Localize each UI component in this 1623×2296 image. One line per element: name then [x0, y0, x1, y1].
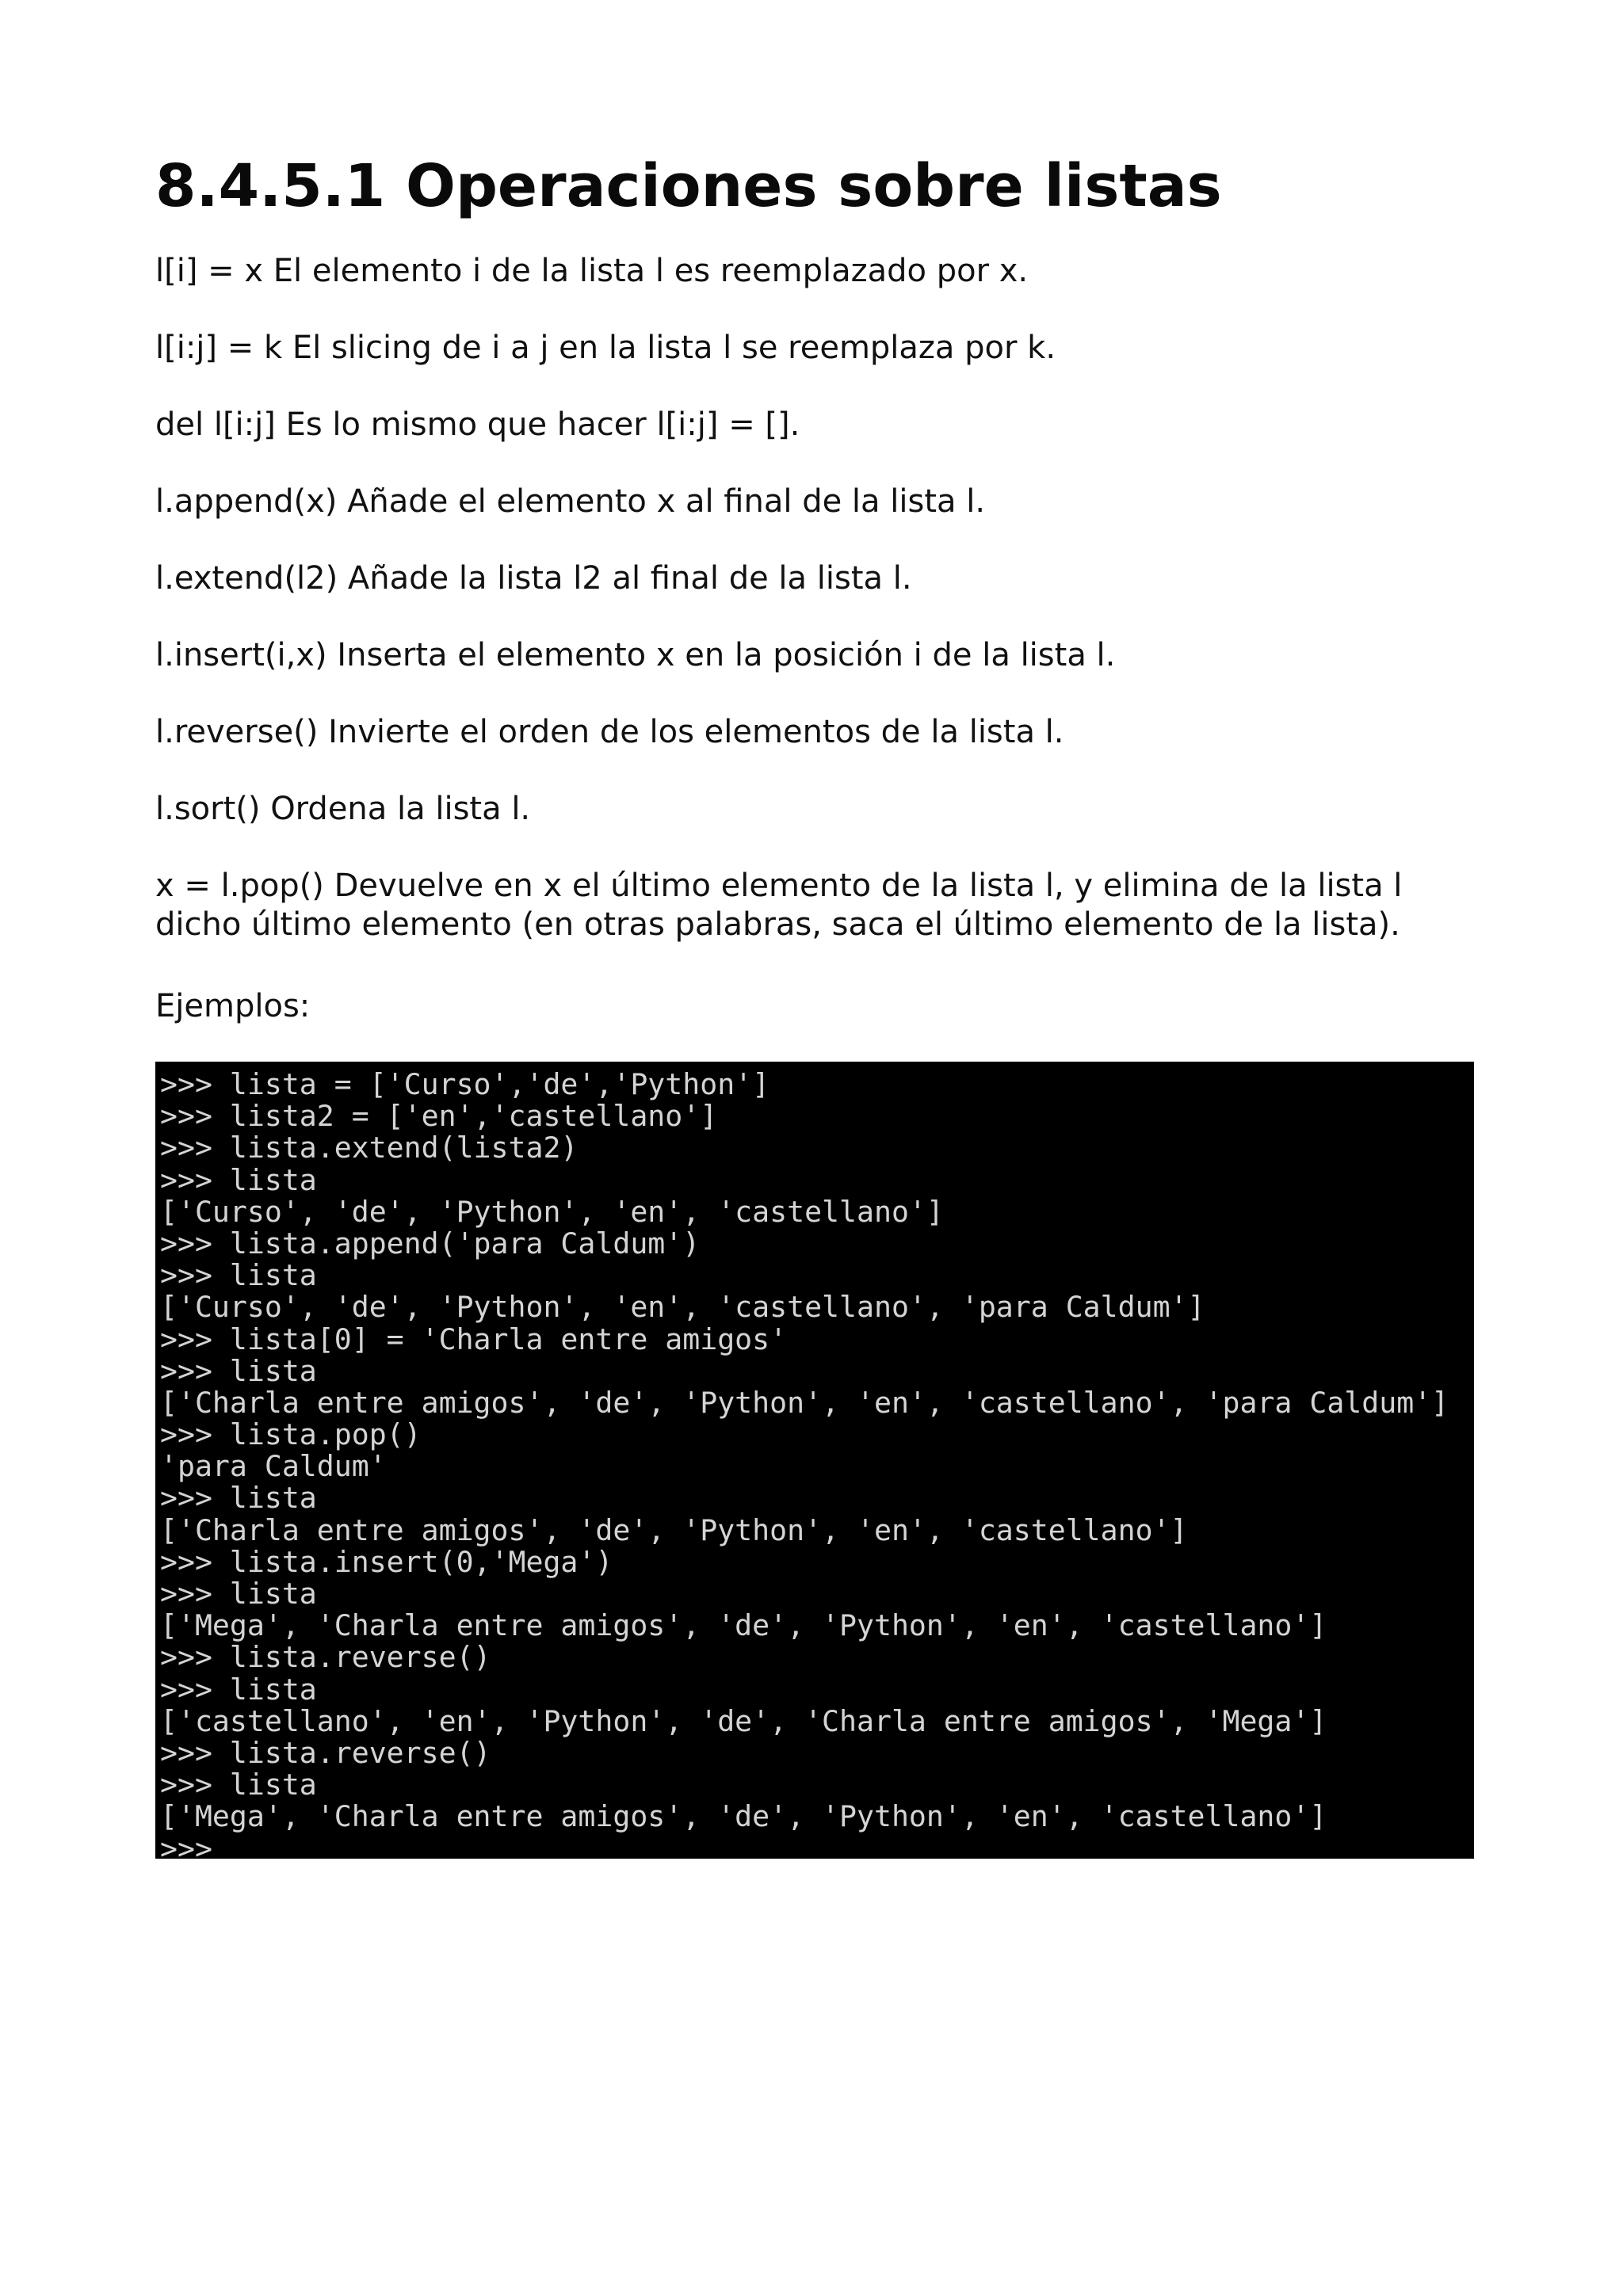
operation-item: l.append(x) Añade el elemento x al final de la lista l.: [155, 483, 986, 520]
console-line: ['Mega', 'Charla entre amigos', 'de', 'Python', 'en', 'castellano']: [160, 1799, 1327, 1834]
console-line: >>>: [160, 1831, 212, 1859]
console-line: ['Curso', 'de', 'Python', 'en', 'castellano', 'para Caldum']: [160, 1290, 1205, 1325]
operation-item: del l[i:j] Es lo mismo que hacer l[i:j] = [].: [155, 406, 800, 443]
console-line: >>> lista: [160, 1258, 317, 1293]
console-line: >>> lista: [160, 1672, 317, 1707]
console-screenshot: [155, 1062, 1474, 1859]
operation-item: l.insert(i,x) Inserta el elemento x en la posición i de la lista l.: [155, 637, 1116, 673]
console-line: >>> lista.reverse(): [160, 1640, 491, 1675]
console-line: ['castellano', 'en', 'Python', 'de', 'Charla entre amigos', 'Mega']: [160, 1703, 1327, 1738]
operation-item: l.reverse() Invierte el orden de los elementos de la lista l.: [155, 714, 1064, 750]
console-line: >>> lista.insert(0,'Mega'): [160, 1544, 613, 1579]
section-title: 8.4.5.1 Operaciones sobre listas: [155, 152, 1222, 220]
console-line: >>> lista: [160, 1353, 317, 1388]
console-line: >>> lista[0] = 'Charla entre amigos': [160, 1322, 788, 1356]
console-line: ['Curso', 'de', 'Python', 'en', 'castellano']: [160, 1194, 944, 1229]
operation-item: l[i] = x El elemento i de la lista l es reemplazado por x.: [155, 253, 1029, 289]
console-line: ['Charla entre amigos', 'de', 'Python', 'en', 'castellano', 'para Caldum']: [160, 1385, 1449, 1420]
operation-item: l.sort() Ordena la lista l.: [155, 791, 531, 827]
console-line: >>> lista.reverse(): [160, 1735, 491, 1770]
console-line: >>> lista.extend(lista2): [160, 1131, 579, 1165]
operation-item: l[i:j] = k El slicing de i a j en la lista l se reemplaza por k.: [155, 330, 1056, 366]
console-line: >>> lista2 = ['en','castellano']: [160, 1099, 718, 1134]
console-line: >>> lista: [160, 1577, 317, 1611]
console-line: >>> lista: [160, 1162, 317, 1197]
console-line: 'para Caldum': [160, 1449, 387, 1484]
console-line: ['Mega', 'Charla entre amigos', 'de', 'Python', 'en', 'castellano']: [160, 1608, 1327, 1643]
console-line: >>> lista.append('para Caldum'): [160, 1226, 701, 1261]
console-line: ['Charla entre amigos', 'de', 'Python', 'en', 'castellano']: [160, 1512, 1188, 1547]
console-line: >>> lista = ['Curso','de','Python']: [160, 1067, 770, 1101]
operation-item: l.extend(l2) Añade la lista l2 al final de la lista l.: [155, 560, 912, 597]
examples-label: Ejemplos:: [155, 988, 311, 1024]
console-line: >>> lista: [160, 1481, 317, 1516]
operations-list: [155, 252, 1471, 982]
console-line: >>> lista.pop(): [160, 1417, 422, 1452]
operation-item: x = l.pop() Devuelve en x el último elemento de la lista l, y elimina de la lista l dicho último elemento (en otras palabras, saca el último elemento de la lista).: [155, 868, 1413, 943]
console-line: >>> lista: [160, 1768, 317, 1802]
